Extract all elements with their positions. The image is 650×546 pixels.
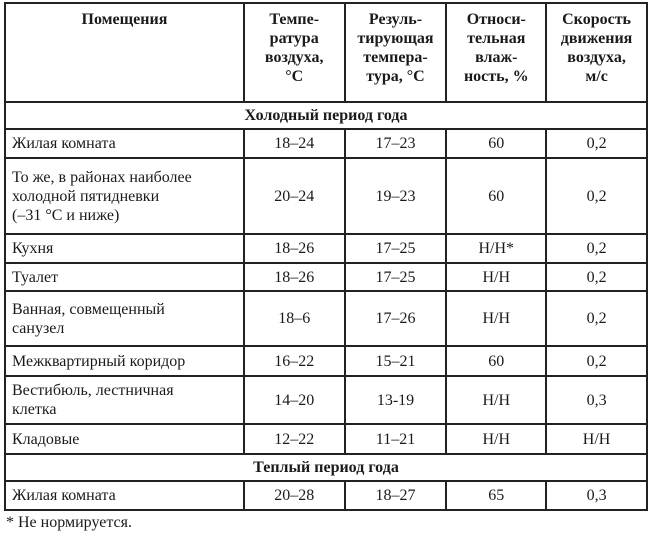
air-temp-cell: 20–24: [244, 158, 345, 234]
resulting-temp-cell: 18–27: [345, 481, 447, 510]
air-temp-cell: 14–20: [244, 376, 345, 424]
table-row: [5, 234, 647, 263]
air-speed-cell: 0,2: [546, 234, 647, 263]
air-speed-cell: 0,2: [546, 346, 647, 376]
resulting-temp-cell: 19–23: [345, 158, 447, 234]
humidity-cell: Н/Н: [446, 263, 546, 291]
resulting-temp-cell: 11–21: [345, 424, 447, 454]
humidity-cell: Н/Н*: [446, 234, 546, 263]
header-row: [5, 3, 647, 102]
room-name-cell: Вестибюль, лестничная клетка: [5, 376, 244, 424]
resulting-temp-cell: 17–25: [345, 234, 447, 263]
table-row: [5, 346, 647, 376]
room-name-cell: Кладовые: [5, 424, 244, 454]
section-title: Теплый период года: [5, 454, 647, 481]
humidity-cell: Н/Н: [446, 424, 546, 454]
resulting-temp-cell: 17–26: [345, 291, 447, 346]
table-row: [5, 263, 647, 291]
room-name-cell: Жилая комната: [5, 129, 244, 158]
air-speed-cell: 0,3: [546, 481, 647, 510]
humidity-cell: Н/Н: [446, 291, 546, 346]
table-row: [5, 129, 647, 158]
table-row: [5, 481, 647, 510]
resulting-temp-cell: 13-19: [345, 376, 447, 424]
climate-norms-table: [4, 2, 648, 511]
air-speed-cell: Н/Н: [546, 424, 647, 454]
header-air-speed: Скорость движения воздуха, м/с: [546, 3, 647, 102]
air-speed-cell: 0,3: [546, 376, 647, 424]
resulting-temp-cell: 17–25: [345, 263, 447, 291]
humidity-cell: 65: [446, 481, 546, 510]
section-title: Холодный период года: [5, 102, 647, 129]
air-speed-cell: 0,2: [546, 291, 647, 346]
resulting-temp-cell: 15–21: [345, 346, 447, 376]
table-row: [5, 158, 647, 234]
air-temp-cell: 16–22: [244, 346, 345, 376]
humidity-cell: 60: [446, 346, 546, 376]
table-row: [5, 376, 647, 424]
room-name-cell: Кухня: [5, 234, 244, 263]
section-row: [5, 454, 647, 481]
air-temp-cell: 18–6: [244, 291, 345, 346]
footnote: * Не нормируется.: [6, 514, 132, 531]
room-name-cell: Ванная, совмещенный санузел: [5, 291, 244, 346]
humidity-cell: Н/Н: [446, 376, 546, 424]
header-resulting-temp: Резуль- тирующая темпера- тура, °С: [345, 3, 447, 102]
humidity-cell: 60: [446, 129, 546, 158]
air-temp-cell: 18–24: [244, 129, 345, 158]
air-speed-cell: 0,2: [546, 263, 647, 291]
table-row: [5, 424, 647, 454]
section-row: [5, 102, 647, 129]
table-body: [5, 102, 647, 510]
room-name-cell: Межквартирный коридор: [5, 346, 244, 376]
humidity-cell: 60: [446, 158, 546, 234]
air-speed-cell: 0,2: [546, 158, 647, 234]
air-temp-cell: 20–28: [244, 481, 345, 510]
table-row: [5, 291, 647, 346]
header-air-temp: Темпе- ратура воздуха, °С: [244, 3, 345, 102]
air-temp-cell: 18–26: [244, 263, 345, 291]
room-name-cell: То же, в районах наиболее холодной пятидневки (–31 °С и ниже): [5, 158, 244, 234]
air-temp-cell: 18–26: [244, 234, 345, 263]
header-humidity: Относи- тельная влаж- ность, %: [446, 3, 546, 102]
resulting-temp-cell: 17–23: [345, 129, 447, 158]
air-speed-cell: 0,2: [546, 129, 647, 158]
room-name-cell: Туалет: [5, 263, 244, 291]
air-temp-cell: 12–22: [244, 424, 345, 454]
header-rooms: Помещения: [5, 3, 244, 102]
room-name-cell: Жилая комната: [5, 481, 244, 510]
